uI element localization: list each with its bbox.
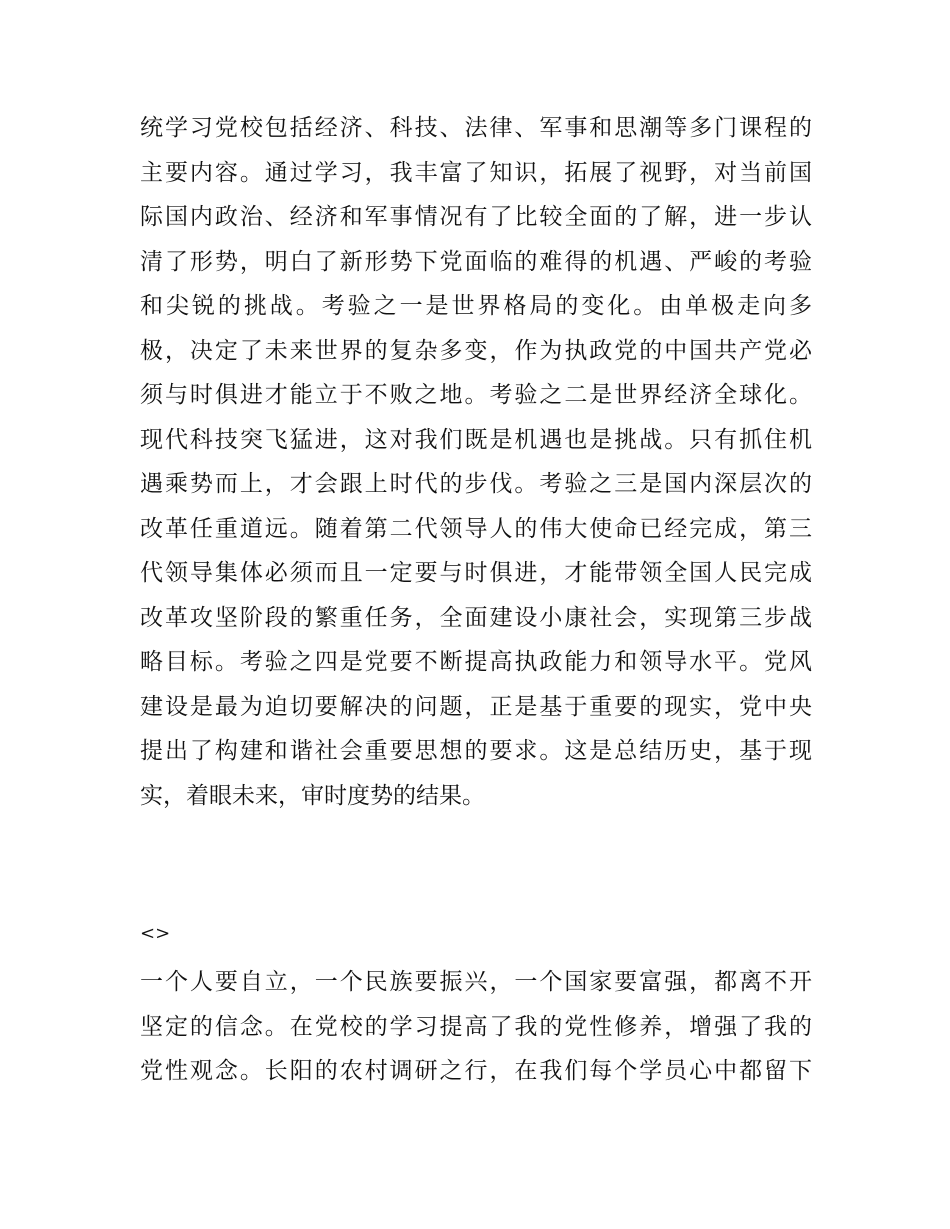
paragraph-line: 提出了构建和谐社会重要思想的要求。这是总结历史，基于现: [140, 738, 812, 764]
paragraph-line: 遇乘势而上，才会跟上时代的步伐。考验之三是国内深层次的: [140, 471, 812, 497]
paragraph-line: 极，决定了未来世界的复杂多变，作为执政党的中国共产党必: [140, 337, 812, 364]
paragraph-line: 坚定的信念。在党校的学习提高了我的党性修养，增强了我的: [140, 1013, 812, 1040]
paragraph-line: 建设是最为迫切要解决的问题，正是基于重要的现实，党中央: [140, 693, 812, 720]
paragraph-line: 和尖锐的挑战。考验之一是世界格局的变化。由单极走向多: [140, 293, 812, 319]
separator-mark: <>: [140, 923, 171, 944]
paragraph-line: 党性观念。长阳的农村调研之行，在我们每个学员心中都留下: [140, 1058, 812, 1084]
paragraph-line: 须与时俱进才能立于不败之地。考验之二是世界经济全球化。: [140, 382, 812, 408]
paragraph-1: [140, 106, 812, 818]
paragraph-line: 主要内容。通过学习，我丰富了知识，拓展了视野，对当前国: [140, 159, 812, 186]
paragraph-line: 际国内政治、经济和军事情况有了比较全面的了解，进一步认: [140, 204, 812, 230]
paragraph-line: 清了形势，明白了新形势下党面临的难得的机遇、严峻的考验: [140, 248, 812, 275]
paragraph-2: [140, 960, 812, 1094]
paragraph-line: 改革任重道远。随着第二代领导人的伟大使命已经完成，第三: [140, 515, 812, 542]
paragraph-line: 实，着眼未来，审时度势的结果。: [140, 782, 485, 809]
paragraph-line: 代领导集体必须而且一定要与时俱进，才能带领全国人民完成: [140, 560, 812, 586]
paragraph-line: 统学习党校包括经济、科技、法律、军事和思潮等多门课程的: [140, 115, 812, 141]
paragraph-line: 一个人要自立，一个民族要振兴，一个国家要富强，都离不开: [140, 969, 812, 995]
paragraph-line: 改革攻坚阶段的繁重任务，全面建设小康社会，实现第三步战: [140, 604, 812, 631]
paragraph-line: 略目标。考验之四是党要不断提高执政能力和领导水平。党风: [140, 649, 812, 675]
paragraph-line: 现代科技突飞猛进，这对我们既是机遇也是挑战。只有抓住机: [140, 426, 812, 453]
